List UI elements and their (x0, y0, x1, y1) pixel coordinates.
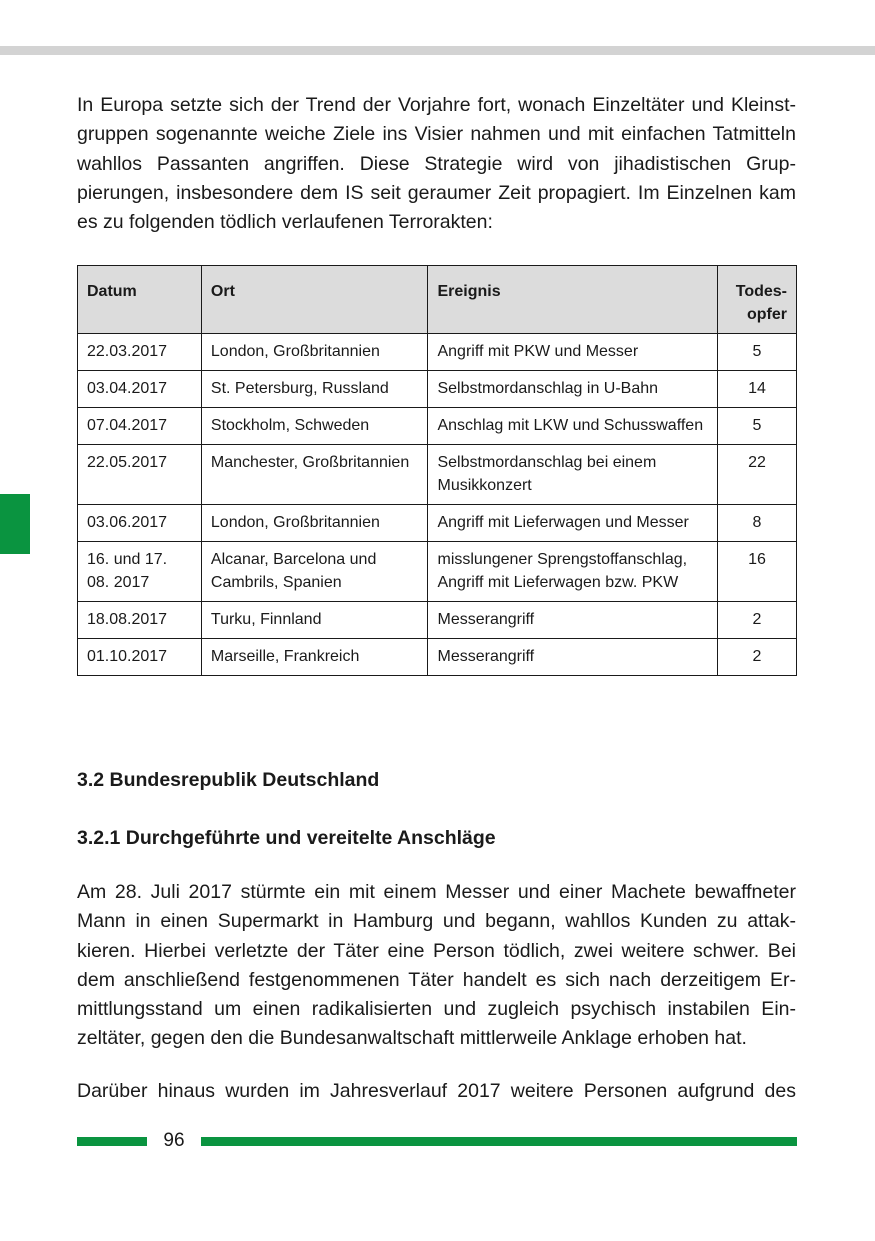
cell-date: 01.10.2017 (78, 639, 202, 676)
cell-event: Messerangriff (428, 639, 718, 676)
cell-date: 07.04.2017 (78, 408, 202, 445)
cell-event: Selbstmordanschlag in U-Bahn (428, 371, 718, 408)
cell-event: Messerangriff (428, 602, 718, 639)
table-row (78, 505, 797, 542)
cell-dead: 22 (718, 445, 797, 505)
cell-dead: 16 (718, 542, 797, 602)
cell-date: 18.08.2017 (78, 602, 202, 639)
cell-dead: 8 (718, 505, 797, 542)
cell-event: Anschlag mit LKW und Schusswaffen (428, 408, 718, 445)
subsection-heading: 3.2.1 Durchgeführte und vereitelte Anschläge (77, 827, 496, 849)
cell-dead: 5 (718, 334, 797, 371)
cell-event: Angriff mit Lieferwagen und Messer (428, 505, 718, 542)
cell-event: misslungener Sprengstoffanschlag, Angriff mit Lieferwagen bzw. PKW (428, 542, 718, 602)
cell-date: 16. und 17. 08. 2017 (78, 542, 202, 602)
cell-dead: 2 (718, 639, 797, 676)
footer-rule-right (201, 1137, 797, 1146)
column-header-event: Ereignis (428, 266, 718, 334)
cell-date: 03.06.2017 (78, 505, 202, 542)
table-row (78, 445, 797, 505)
table-row (78, 602, 797, 639)
cell-place: London, Großbritannien (201, 505, 428, 542)
page-number: 96 (163, 1130, 185, 1151)
column-header-dead-line1: Todes- (735, 283, 787, 300)
cell-dead: 5 (718, 408, 797, 445)
chapter-tab-marker (0, 494, 30, 554)
table-row (78, 408, 797, 445)
cell-date: 03.04.2017 (78, 371, 202, 408)
cell-date: 22.05.2017 (78, 445, 202, 505)
cell-event: Angriff mit PKW und Messer (428, 334, 718, 371)
column-header-date: Datum (78, 266, 202, 334)
cell-place: Manchester, Großbritannien (201, 445, 428, 505)
cell-place: St. Petersburg, Russland (201, 371, 428, 408)
cell-place: Marseille, Frankreich (201, 639, 428, 676)
cell-place: London, Großbritannien (201, 334, 428, 371)
intro-paragraph: In Europa setzte sich der Trend der Vorjahre fort, wonach Einzeltäter und Kleinstgruppen sogenannte weiche Ziele ins Visier nahmen und mit einfachen Tatmitteln wahllos Passanten angriffen. Diese Strategie wird von jihadistischen Gruppierungen, insbesondere dem IS seit geraumer Zeit propagiert. Im Einzelnen kam es zu folgenden tödlich verlaufenen Terrorakten: (77, 94, 796, 234)
cell-place: Stockholm, Schweden (201, 408, 428, 445)
cell-dead: 2 (718, 602, 797, 639)
table-row (78, 542, 797, 602)
column-header-dead-line2: opfer (747, 306, 787, 323)
table-row (78, 334, 797, 371)
top-rule (0, 46, 875, 55)
hamburg-attack-paragraph: Am 28. Juli 2017 stürmte ein mit einem Messer und einer Machete bewaffneter Mann in einen Supermarkt in Hamburg und begann, wahllos Kunden zu attakkieren. Hierbei verletzte der Täter eine Person tödlich, zwei weitere schwer. Bei dem anschließend festgenommenen Täter handelt es sich nach derzeitigem Ermittlungsstand um einen radikalisierten und zugleich psychisch instabilen Einzeltäter, gegen den die Bundesanwaltschaft mittlerweile Anklage erhoben hat. (77, 881, 796, 1050)
table-header-row (78, 266, 797, 334)
table-row (78, 371, 797, 408)
cell-dead: 14 (718, 371, 797, 408)
terror-attacks-table (77, 265, 797, 676)
cell-date: 22.03.2017 (78, 334, 202, 371)
cell-place: Alcanar, Barcelona und Cambrils, Spanien (201, 542, 428, 602)
footer-rule-left (77, 1137, 147, 1146)
cell-place: Turku, Finnland (201, 602, 428, 639)
continuation-paragraph: Darüber hinaus wurden im Jahresverlauf 2017 weitere Personen aufgrund des (77, 1080, 796, 1102)
column-header-place: Ort (201, 266, 428, 334)
column-header-dead (718, 266, 797, 334)
cell-event: Selbstmordanschlag bei einem Musikkonzert (428, 445, 718, 505)
section-heading: 3.2 Bundesrepublik Deutschland (77, 769, 380, 791)
table-row (78, 639, 797, 676)
